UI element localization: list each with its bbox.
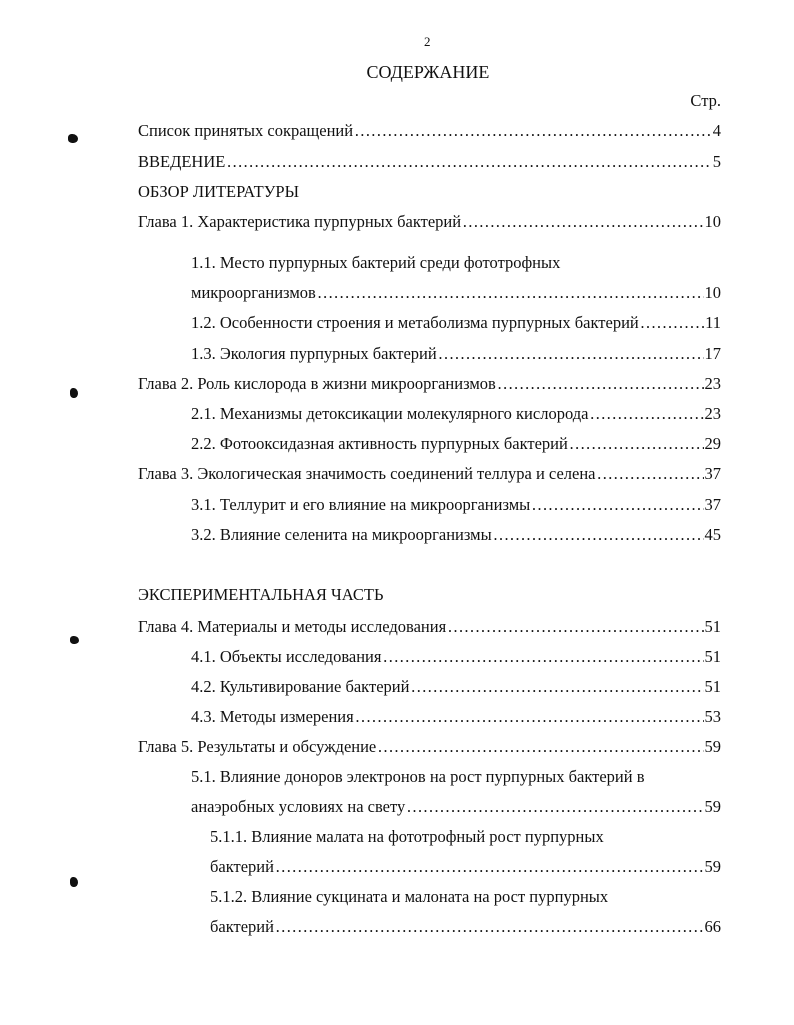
entry-text: анаэробных условиях на свету xyxy=(191,797,406,816)
entry-text: Глава 2. Роль кислорода в жизни микроорганизмов xyxy=(138,374,496,393)
toc-entry xyxy=(191,495,721,515)
entry-page: 10 xyxy=(704,283,721,302)
toc-entry xyxy=(191,707,721,727)
entry-text: Глава 4. Материалы и методы исследования xyxy=(138,617,447,636)
entry-page: 17 xyxy=(704,344,721,363)
toc-entry xyxy=(138,374,721,394)
entry-page: 10 xyxy=(704,212,721,231)
scan-mark xyxy=(68,134,78,143)
toc-entry xyxy=(191,344,721,364)
toc-entry xyxy=(138,737,721,757)
toc-entry xyxy=(138,617,721,637)
dot-leader xyxy=(275,857,704,877)
toc-entry xyxy=(191,283,721,303)
dot-leader xyxy=(531,495,703,515)
entry-text: 4.2. Культивирование бактерий xyxy=(191,677,410,696)
entry-text: 4.3. Методы измерения xyxy=(191,707,354,726)
entry-text: бактерий xyxy=(210,857,274,876)
section-heading: ЭКСПЕРИМЕНТАЛЬНАЯ ЧАСТЬ xyxy=(138,585,384,604)
toc-entry xyxy=(210,917,721,937)
page-column-label: Стр. xyxy=(690,91,721,110)
toc-entry-line: 5.1.2. Влияние сукцината и малоната на рост пурпурных xyxy=(210,887,609,906)
entry-page: 37 xyxy=(704,495,721,514)
dot-leader xyxy=(354,121,712,141)
entry-text: 2.2. Фотооксидазная активность пурпурных бактерий xyxy=(191,434,568,453)
section-heading: ОБЗОР ЛИТЕРАТУРЫ xyxy=(138,182,299,201)
toc-entry xyxy=(210,857,721,877)
entry-text: 4.1. Объекты исследования xyxy=(191,647,382,666)
dot-leader xyxy=(382,647,703,667)
dot-leader xyxy=(447,617,703,637)
entry-text: Глава 1. Характеристика пурпурных бактерий xyxy=(138,212,462,231)
entry-text: 3.1. Теллурит и его влияние на микроорганизмы xyxy=(191,495,531,514)
entry-page: 59 xyxy=(704,797,721,816)
toc-entry xyxy=(138,212,721,232)
toc-entry xyxy=(191,404,721,424)
dot-leader xyxy=(462,212,703,232)
dot-leader xyxy=(377,737,703,757)
dot-leader xyxy=(410,677,703,697)
entry-page: 51 xyxy=(704,617,721,636)
dot-leader xyxy=(226,152,711,172)
page-title: СОДЕРЖАНИЕ xyxy=(366,62,490,82)
entry-page: 53 xyxy=(704,707,721,726)
toc-entry xyxy=(191,677,721,697)
entry-page: 66 xyxy=(704,917,721,936)
dot-leader xyxy=(438,344,704,364)
entry-text: 1.2. Особенности строения и метаболизма пурпурных бактерий xyxy=(191,313,639,332)
toc-entry xyxy=(191,647,721,667)
entry-text: Глава 5. Результаты и обсуждение xyxy=(138,737,377,756)
scan-mark xyxy=(70,877,78,887)
toc-entry-line: 5.1.1. Влияние малата на фототрофный рост пурпурных xyxy=(210,827,604,846)
entry-page: 29 xyxy=(704,434,721,453)
dot-leader xyxy=(275,917,704,937)
entry-page: 59 xyxy=(704,737,721,756)
toc-entry xyxy=(191,313,721,333)
dot-leader xyxy=(355,707,704,727)
entry-page: 11 xyxy=(705,313,721,332)
entry-page: 37 xyxy=(704,464,721,483)
entry-text: ВВЕДЕНИЕ xyxy=(138,152,226,171)
toc-entry xyxy=(191,434,721,454)
toc-entry xyxy=(138,464,721,484)
dot-leader xyxy=(497,374,704,394)
entry-text: бактерий xyxy=(210,917,274,936)
scan-mark xyxy=(70,636,79,644)
entry-text: 3.2. Влияние селенита на микроорганизмы xyxy=(191,525,492,544)
toc-entry xyxy=(138,121,721,141)
entry-page: 4 xyxy=(712,121,721,140)
toc-entry xyxy=(191,797,721,817)
toc-entry-line: 1.1. Место пурпурных бактерий среди фототрофных xyxy=(191,253,561,272)
dot-leader xyxy=(493,525,704,545)
dot-leader xyxy=(569,434,704,454)
dot-leader xyxy=(589,404,703,424)
entry-text: Список принятых сокращений xyxy=(138,121,354,140)
entry-page: 51 xyxy=(704,647,721,666)
dot-leader xyxy=(640,313,704,333)
entry-page: 59 xyxy=(704,857,721,876)
entry-page: 45 xyxy=(704,525,721,544)
dot-leader xyxy=(406,797,703,817)
entry-text: 2.1. Механизмы детоксикации молекулярного кислорода xyxy=(191,404,589,423)
dot-leader xyxy=(597,464,704,484)
toc-entry-line: 5.1. Влияние доноров электронов на рост пурпурных бактерий в xyxy=(191,767,645,786)
entry-text: Глава 3. Экологическая значимость соединений теллура и селена xyxy=(138,464,596,483)
entry-page: 5 xyxy=(712,152,721,171)
entry-text: 1.3. Экология пурпурных бактерий xyxy=(191,344,437,363)
entry-text: микроорганизмов xyxy=(191,283,316,302)
entry-page: 51 xyxy=(704,677,721,696)
toc-entry xyxy=(191,525,721,545)
page-number: 2 xyxy=(424,34,431,49)
entry-page: 23 xyxy=(704,374,721,393)
toc-entry xyxy=(138,152,721,172)
scan-mark xyxy=(70,388,78,398)
dot-leader xyxy=(317,283,704,303)
entry-page: 23 xyxy=(704,404,721,423)
